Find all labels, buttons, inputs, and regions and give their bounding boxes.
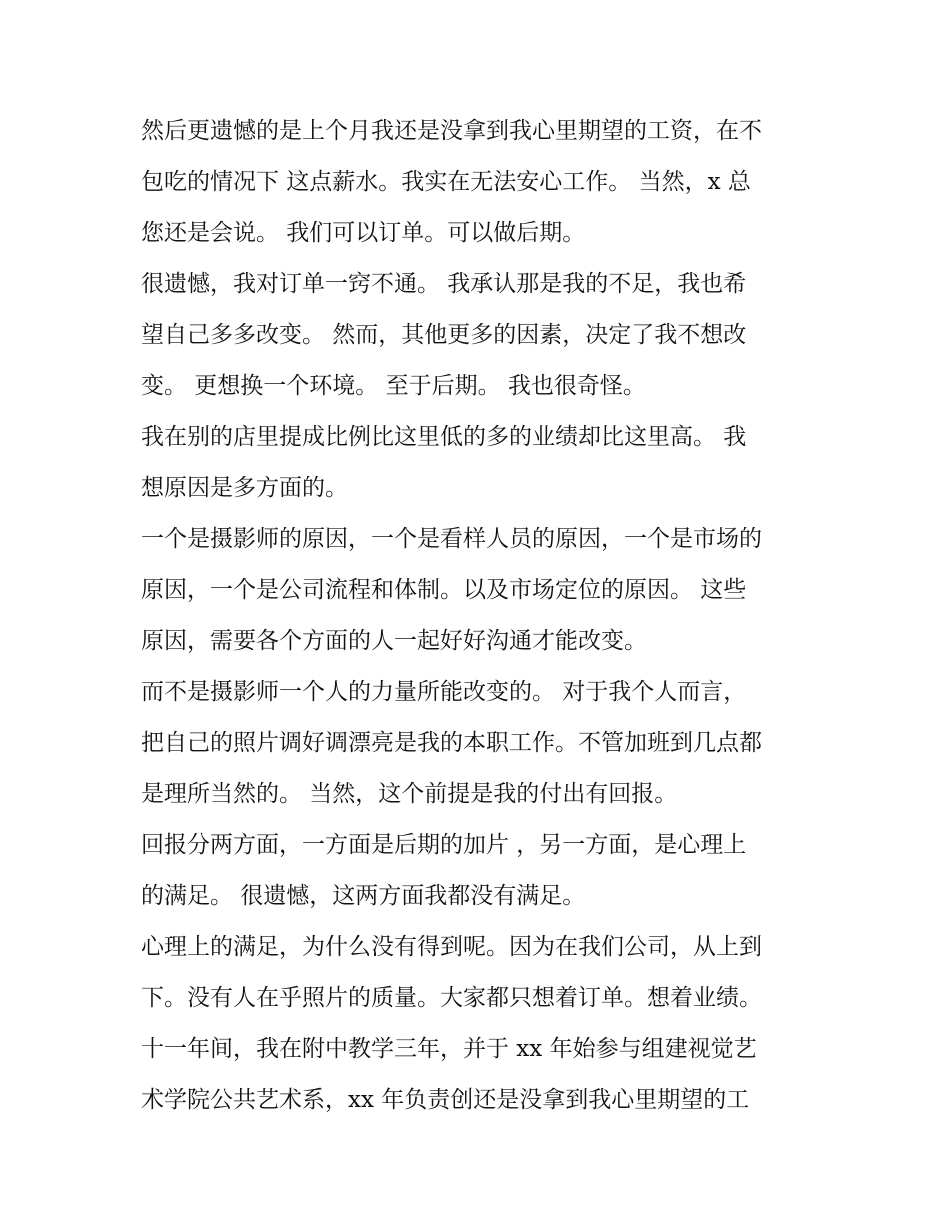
text-line: 一个是摄影师的原因，一个是看样人员的原因，一个是市场的: [141, 526, 762, 552]
text-line: 把自己的照片调好调漂亮是我的本职工作。不管加班到几点都: [141, 730, 762, 756]
text-line: 的满足。 很遗憾，这两方面我都没有满足。: [141, 883, 586, 909]
text-line: 包吃的情况下 这点薪水。我实在无法安心工作。 当然，x 总: [141, 169, 751, 195]
text-line: 十一年间，我在附中教学三年，并于 xx 年始参与组建视觉艺: [141, 1036, 757, 1062]
text-line: 很遗憾，我对订单一窍不通。 我承认那是我的不足，我也希: [141, 271, 747, 297]
text-line: 想原因是多方面的。: [141, 475, 348, 501]
text-line: 原因，需要各个方面的人一起好好沟通才能改变。: [141, 628, 647, 654]
document-body: [141, 106, 817, 1126]
text-line: 您还是会说。 我们可以订单。可以做后期。: [141, 220, 586, 246]
text-line: 变。 更想换一个环境。 至于后期。 我也很奇怪。: [141, 373, 646, 399]
text-line: 原因，一个是公司流程和体制。以及市场定位的原因。 这些: [141, 577, 747, 603]
text-line: 下。没有人在乎照片的质量。大家都只想着订单。想着业绩。: [141, 985, 762, 1011]
text-line: 而不是摄影师一个人的力量所能改变的。 对于我个人而言，: [141, 679, 747, 705]
text-line: 回报分两方面，一方面是后期的加片 ，另一方面，是心理上: [141, 832, 747, 858]
text-line: 心理上的满足，为什么没有得到呢。因为在我们公司，从上到: [141, 934, 762, 960]
text-line: 是理所当然的。 当然，这个前提是我的付出有回报。: [141, 781, 678, 807]
text-line: 我在别的店里提成比例比这里低的多的业绩却比这里高。 我: [141, 424, 747, 450]
text-line: 望自己多多改变。 然而，其他更多的因素，决定了我不想改: [141, 322, 747, 348]
text-line: 术学院公共艺术系，xx 年负责创还是没拿到我心里期望的工: [141, 1087, 750, 1113]
text-line: 然后更遗憾的是上个月我还是没拿到我心里期望的工资，在不: [141, 118, 762, 144]
